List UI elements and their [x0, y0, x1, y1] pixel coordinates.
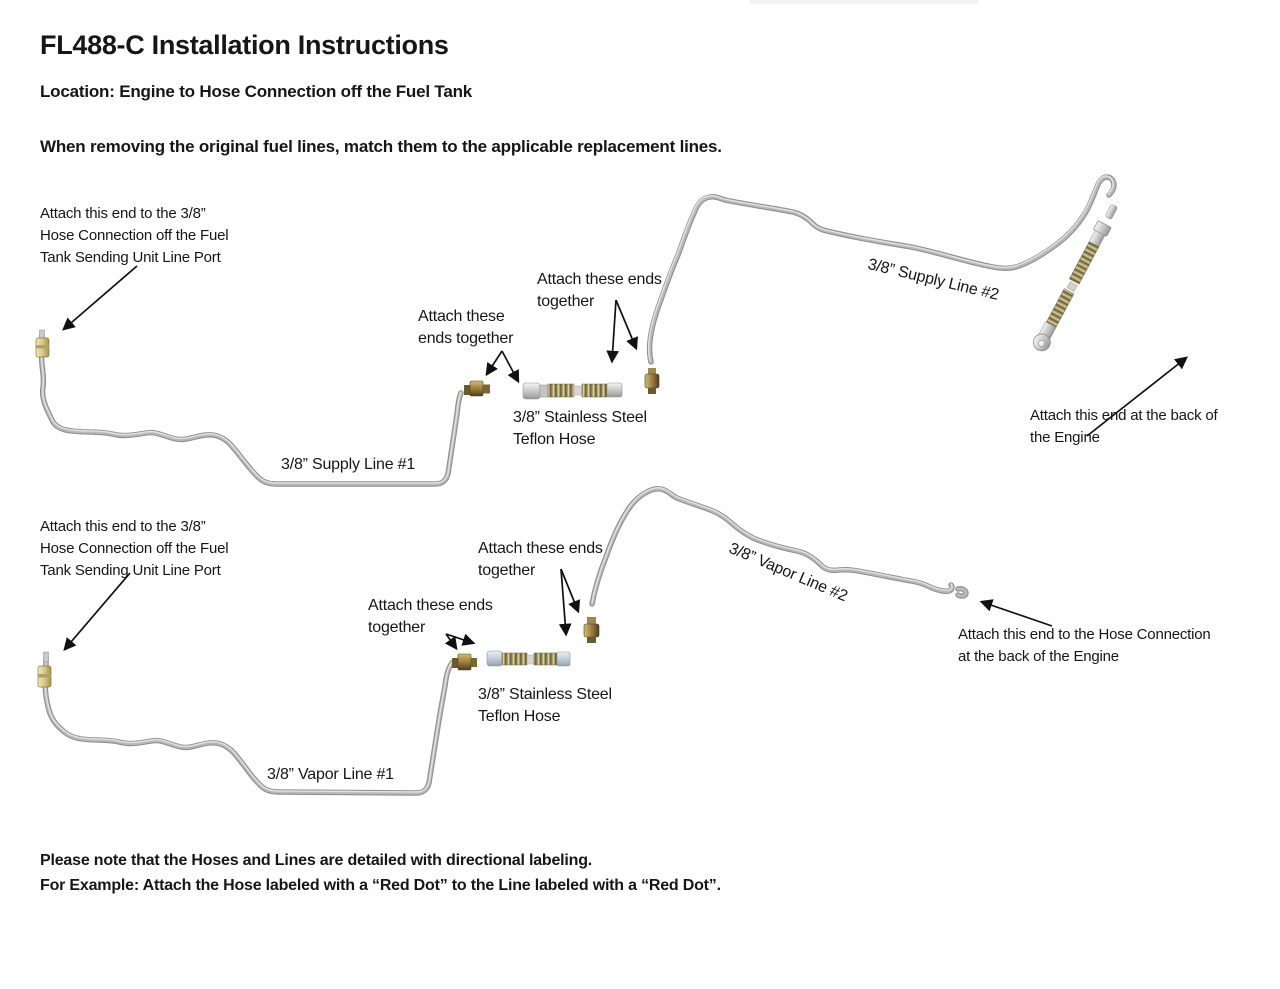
hose-nut-left: [487, 651, 502, 666]
fitting-band: [36, 345, 49, 349]
hose-label-bottom: [478, 684, 612, 728]
line-end-fitting: [464, 381, 490, 396]
supply-line-1-label: 3/8” Supply Line #1: [281, 456, 416, 473]
hose-braid: [582, 384, 607, 397]
hose-label-line: 3/8” Stainless Steel: [513, 409, 647, 426]
teflon-hose-top: [523, 383, 622, 399]
hose-braid: [548, 384, 574, 397]
arrow-engine-bottom: [982, 602, 1052, 626]
attach-note-line: together: [478, 562, 536, 579]
attach-note-bottom-left: [368, 595, 493, 639]
arrow-ends-top-left-a: [487, 351, 502, 374]
attach-note-line: Attach these ends: [368, 597, 493, 614]
hose-braid: [1046, 289, 1074, 328]
attach-note-line: Attach these ends: [537, 271, 662, 288]
tube-tip: [40, 330, 45, 338]
fitting-band: [38, 674, 51, 678]
engine-note-line: at the back of the Engine: [958, 648, 1119, 665]
tank-note-bottom-line1: Attach this end to the 3/8”: [40, 518, 206, 535]
engine-note-line: Attach this end at the back of: [1030, 407, 1218, 424]
engine-note-line: Attach this end to the Hose Connection: [958, 626, 1211, 643]
tank-note-top-line3: Tank Sending Unit Line Port: [40, 249, 221, 266]
hose-nut-right: [557, 652, 570, 666]
tube-tip: [44, 652, 49, 662]
hose-collar: [540, 385, 548, 397]
footer-note-line2: For Example: Attach the Hose labeled with a “Red Dot” to the Line labeled with a “Red Dot”.: [40, 877, 721, 894]
attach-note-line: ends together: [418, 330, 514, 347]
supply-line-2-fitting: [645, 368, 659, 394]
footer-note: [40, 848, 721, 898]
vapor-line-2: [592, 488, 966, 604]
vapor-line-2-label: 3/8” Vapor Line #2: [726, 540, 850, 606]
attach-note-line: together: [537, 293, 595, 310]
attach-note-bottom-right: [478, 538, 603, 582]
annotation-arrows: [64, 266, 1186, 649]
line-end-fitting: [452, 654, 477, 670]
engine-note-line: the Engine: [1030, 429, 1100, 446]
hose-joint: [1067, 282, 1077, 292]
vapor-line-1-label: 3/8” Vapor Line #1: [267, 766, 394, 783]
arrow-tank-top: [64, 266, 137, 329]
page-title: FL488-C Installation Instructions: [40, 30, 449, 60]
hose-label-line: Teflon Hose: [478, 708, 561, 725]
teflon-hose-bottom: [487, 651, 570, 666]
attach-note-line: together: [368, 619, 426, 636]
tube-stub: [1105, 204, 1118, 220]
footer-note-line1: Please note that the Hoses and Lines are detailed with directional labeling.: [40, 852, 593, 869]
engine-note-bottom: [958, 624, 1211, 668]
hose-joint: [574, 386, 582, 395]
hose-joint: [527, 655, 534, 664]
hose-label-top: [513, 407, 647, 451]
hose-label-line: 3/8” Stainless Steel: [478, 686, 612, 703]
location-line: Location: Engine to Hose Connection off the Fuel Tank: [40, 82, 473, 101]
supply-line-2-label: 3/8” Supply Line #2: [866, 256, 1001, 304]
hose-braid: [534, 653, 557, 665]
instruction-line: When removing the original fuel lines, match them to the applicable replacement lines.: [40, 137, 722, 156]
vapor-line-2-fitting: [584, 617, 599, 643]
attach-note-line: Attach these ends: [478, 540, 603, 557]
tank-note-bottom-line3: Tank Sending Unit Line Port: [40, 562, 221, 579]
tank-note-bottom-line2: Hose Connection off the Fuel: [40, 540, 229, 557]
hose-nut-left: [523, 383, 540, 399]
hose-braid: [1069, 242, 1098, 284]
attach-note-top-right: [537, 269, 662, 313]
vapor-line-1: [38, 652, 477, 793]
engine-note-top: [1030, 405, 1217, 449]
hose-braid: [502, 653, 527, 665]
supply-line-1: [36, 330, 490, 484]
attach-note-line: Attach these: [418, 308, 505, 325]
hose-nut-right: [607, 383, 622, 397]
tank-note-top-line2: Hose Connection off the Fuel: [40, 227, 229, 244]
hose-label-line: Teflon Hose: [513, 431, 596, 448]
attach-note-top-left: [418, 306, 513, 350]
tank-note-top: [40, 203, 228, 269]
arrow-tank-bottom: [65, 573, 130, 649]
tank-note-bottom: [40, 516, 228, 582]
tank-note-top-line1: Attach this end to the 3/8”: [40, 205, 206, 222]
arrow-ends-top-left-b: [502, 351, 518, 381]
